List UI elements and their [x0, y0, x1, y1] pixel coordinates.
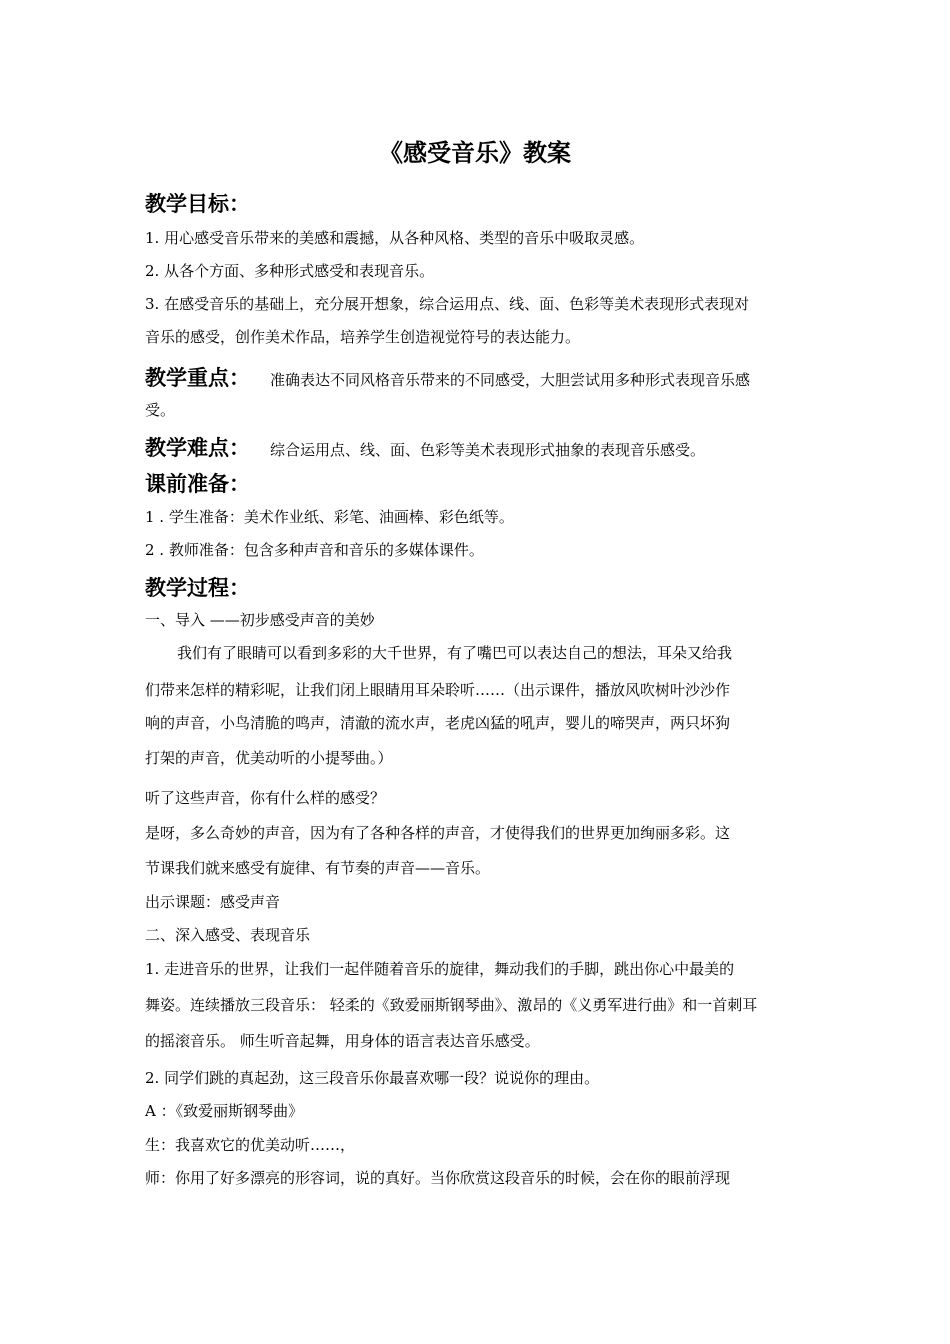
heading-key-points — [145, 362, 750, 392]
heading-difficulties — [145, 432, 705, 462]
objective-line: 1. 用心感受音乐带来的美感和震撼，从各种风格、类型的音乐中吸取灵感。 — [145, 229, 645, 247]
objective-line: 3. 在感受音乐的基础上，充分展开想象，综合运用点、线、面、色彩等美术表现形式表现对 — [145, 295, 750, 313]
objective-line: 2. 从各个方面、多种形式感受和表现音乐。 — [145, 262, 435, 280]
process-line: 二、深入感受、表现音乐 — [145, 926, 311, 944]
process-line: 一、导入 ——初步感受声音的美妙 — [145, 611, 375, 629]
process-line: 们带来怎样的精彩呢，让我们闭上眼睛用耳朵聆听……（出示课件，播放风吹树叶沙沙作 — [145, 681, 731, 699]
process-line: 生：我喜欢它的优美动听……， — [145, 1136, 356, 1154]
heading-process: 教学过程： — [145, 576, 250, 600]
heading-difficulties-label: 教学难点： — [145, 436, 250, 460]
process-line: 师：你用了好多漂亮的形容词，说的真好。当你欣赏这段音乐的时候，会在你的眼前浮现 — [145, 1169, 731, 1187]
process-line: 听了这些声音，你有什么样的感受？ — [145, 789, 386, 807]
process-line: 出示课题：感受声音 — [145, 893, 281, 911]
process-line: 1. 走进音乐的世界，让我们一起伴随着音乐的旋律，舞动我们的手脚，跳出你心中最美的 — [145, 960, 735, 978]
preparation-line: 2 . 教师准备：包含多种声音和音乐的多媒体课件。 — [145, 541, 484, 559]
process-line: 我们有了眼睛可以看到多彩的大千世界，有了嘴巴可以表达自己的想法，耳朵又给我 — [177, 644, 733, 662]
process-line: 的摇滚音乐。 师生听音起舞，用身体的语言表达音乐感受。 — [145, 1032, 540, 1050]
preparation-line: 1 . 学生准备：美术作业纸、彩笔、油画棒、彩色纸等。 — [145, 508, 514, 526]
process-line: 响的声音，小鸟清脆的鸣声，清澈的流水声，老虎凶猛的吼声，婴儿的啼哭声，两只坏狗 — [145, 714, 731, 732]
process-line: 是呀，多么奇妙的声音，因为有了各种各样的声音，才使得我们的世界更加绚丽多彩。这 — [145, 824, 731, 842]
key-points-text: 准确表达不同风格音乐带来的不同感受，大胆尝试用多种形式表现音乐感 — [270, 371, 751, 389]
objective-line: 音乐的感受，创作美术作品，培养学生创造视觉符号的表达能力。 — [145, 328, 581, 346]
heading-objectives: 教学目标： — [145, 192, 250, 216]
process-line: 节课我们就来感受有旋律、有节奏的声音——音乐。 — [145, 859, 491, 877]
process-line: 2. 同学们跳的真起劲，这三段音乐你最喜欢哪一段？说说你的理由。 — [145, 1069, 600, 1087]
process-line: 舞姿。连续播放三段音乐： 轻柔的《致爱丽斯钢琴曲》、激昂的《义勇军进行曲》和一首刺耳 — [145, 996, 758, 1014]
process-line: A ：《致爱丽斯钢琴曲》 — [145, 1102, 304, 1120]
key-points-text-cont: 受。 — [145, 401, 176, 419]
process-line: 打架的声音，优美动听的小提琴曲。） — [145, 749, 393, 767]
heading-preparation: 课前准备： — [145, 472, 250, 496]
heading-key-points-label: 教学重点： — [145, 366, 250, 390]
difficulties-text: 综合运用点、线、面、色彩等美术表现形式抽象的表现音乐感受。 — [270, 441, 706, 459]
document-title: 《感受音乐》教案 — [379, 139, 571, 167]
